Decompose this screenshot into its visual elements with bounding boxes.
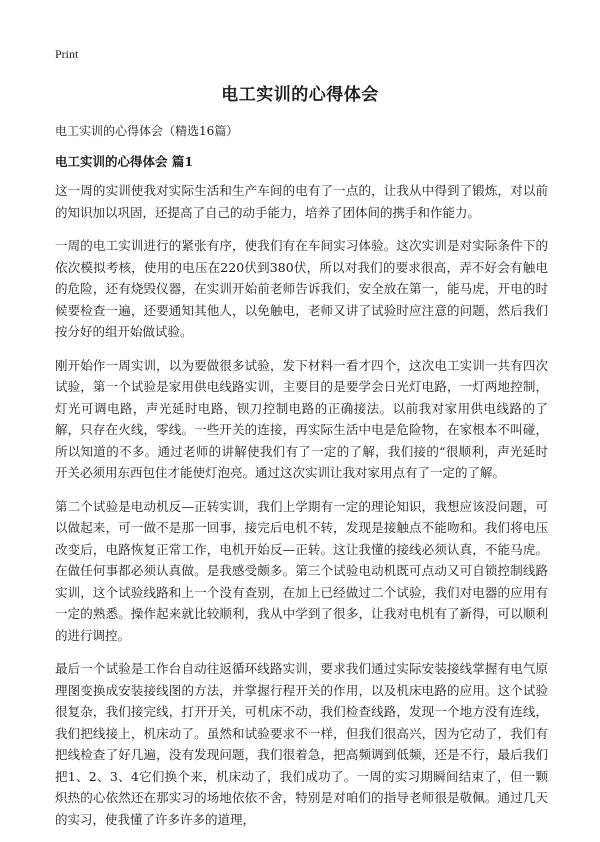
paragraph-4: 第二个试验是电动机反—正转实训，我们上学期有一定的理论知识，我想应该没问题，可以做起来，可一做不是那一回事，接完后电机不转，发现是接触点不能吻和。我们将电压改变后，电路恢复正常工作，电机开始反—正转。这让我懂的接线必须认真，不能马虎。在做任何事都必须认真做。是我感受颇多。第三个试验电动机既可点动又可自锁控制线路实训，这个试验线路和上一个没有查别，在加上已经做过二个试验，我们对电器的应用有一定的熟悉。操作起来就比较顺利，我从中学到了很多，让我对电机有了新得，可以顺利的进行调控。 bbox=[55, 498, 548, 643]
document-title: 电工实训的心得体会 bbox=[221, 85, 379, 105]
paragraph-1: 这一周的实训使我对实际生活和生产车间的电有了一点的，让我从中得到了锻炼，对以前的知识加以巩固，还提高了自己的动手能力，培养了团体间的携手和作能力。 bbox=[55, 183, 548, 220]
paragraph-3: 刚开始作一周实训，以为要做很多试验，发下材料一看才四个，这次电工实训一共有四次试验，第一个试验是家用供电线路实训，主要目的是要学会日光灯电路，一灯两地控制，灯光可调电路，声光延时电路，钡刀控制电路的正确接法。以前我对家用供电线路的了解，只存在火线，零线。一些开关的连接，再实际生活中电是危险物，在家根本不叫碰，所以知道的不多。通过老师的讲解使我们有了一定的了解，我们接的“很顺利，声光延时开关必须用东西包住才能使灯泡亮。通过这次实训让我对家用点有了一定的了解。 bbox=[55, 357, 548, 480]
document-subtitle: 电工实训的心得体会（精选16篇） bbox=[55, 124, 239, 138]
print-link[interactable]: Print bbox=[55, 47, 79, 61]
paragraph-5: 最后一个试验是工作台自动往返循环线路实训，要求我们通过实际安装接线掌握有电气原理图变换成安装接线图的方法，并掌握行程开关的作用，以及机床电路的应用。这个试验很复杂，我们接完线，打开开关，可机床不动，我们检查线路，发现一个地方没有连线，我们把线接上，机床动了。虽然和试验要求不一样，但我们很高兴，因为它动了，我们有把线检查了好几遍，没有发现问题，我们很着急，把高频调到低频，还是不行，最后我们把1、2、3、4它们换个来，机床动了，我们成功了。一周的实习期瞬间结束了，但一颗炽热的心依然还在那实习的场地依依不舍，特别是对咱们的指导老师很是敬佩。通过几天的实习，使我懂了许多许多的道理， bbox=[55, 661, 548, 827]
document-body bbox=[55, 180, 548, 842]
section-heading: 电工实训的心得体会 篇1 bbox=[55, 154, 194, 169]
paragraph-2: 一周的电工实训进行的紧张有序，使我们有在车间实习体验。这次实训是对实际条件下的依次模拟考核，使用的电压在220伏到380伏，所以对我们的要求很高，弄不好会有触电的危险，还有烧毁仪器，在实训开始前老师告诉我们，安全放在第一，能马虎，开电的时候要检查一遍，还要通知其他人，以免触电，老师又讲了试验时应注意的问题，然后我们按分好的组开始做试验。 bbox=[55, 238, 548, 339]
